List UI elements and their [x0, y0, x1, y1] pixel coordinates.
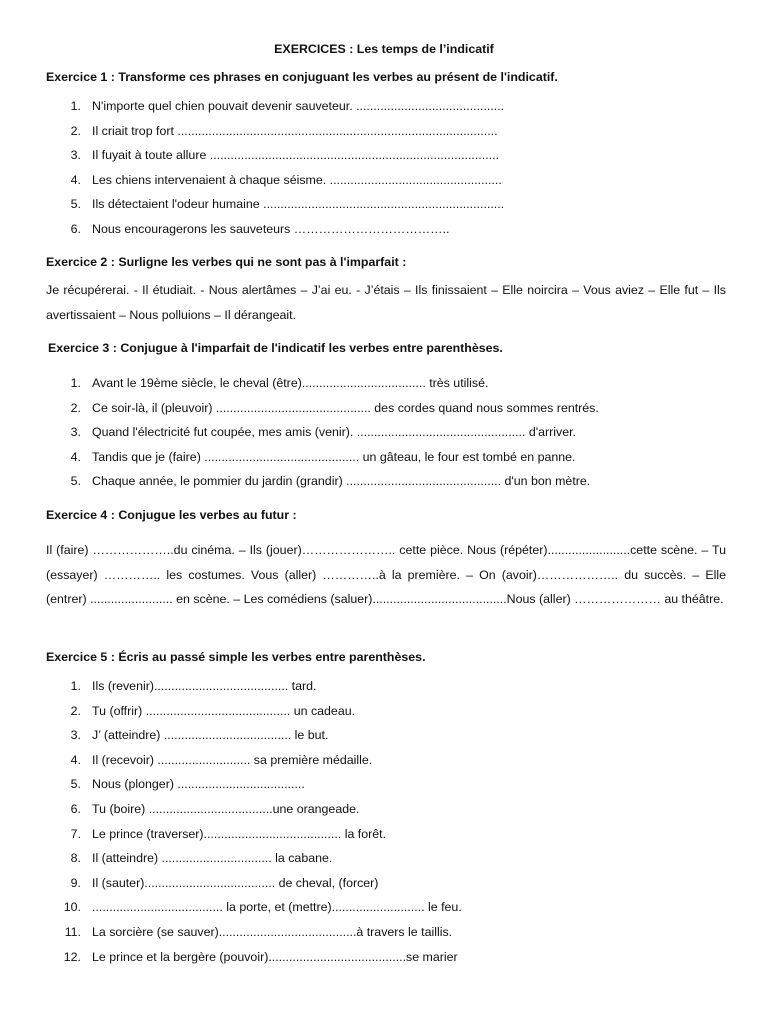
item-text: Tu (boire) ....................................une orangeade. — [92, 801, 360, 816]
list-item — [46, 945, 736, 970]
list-item — [46, 895, 736, 920]
item-text: Le prince et la bergère (pouvoir)........................................se marier — [92, 949, 458, 964]
list-item — [46, 871, 736, 896]
item-text: J’ (atteindre) ..................................... le but. — [92, 728, 329, 743]
exercise-3-heading: Exercice 3 : Conjugue à l'imparfait de l'indicatif les verbes entre parenthèses. — [48, 341, 503, 355]
item-text: Nous (plonger) ..................................... — [92, 777, 305, 792]
item-number: 11. — [64, 924, 81, 939]
list-item — [46, 797, 736, 822]
list-item — [46, 822, 736, 847]
item-text: N'importe quel chien pouvait devenir sauveteur. ........................................... — [92, 99, 505, 113]
item-text: Il (atteindre) ................................ la cabane. — [92, 851, 333, 866]
item-text: Les chiens intervenaient à chaque séisme. .................................................. — [92, 172, 502, 187]
list-item — [46, 119, 736, 144]
list-item — [46, 192, 736, 217]
item-text: Tandis que je (faire) ............................................. un gâteau, le four est tombé en panne. — [92, 449, 576, 464]
item-text: Ils détectaient l'odeur humaine ...................................................................... — [92, 197, 505, 212]
exercise-1-list — [46, 94, 736, 242]
item-text: Tu (offrir) .......................................... un cadeau. — [92, 703, 356, 718]
item-number: 8. — [70, 851, 81, 866]
exercise-5-heading: Exercice 5 : Écris au passé simple les verbes entre parenthèses. — [46, 650, 426, 664]
item-number: 4. — [70, 449, 81, 464]
list-item — [46, 674, 736, 699]
item-number: 9. — [70, 875, 81, 890]
item-number: 6. — [70, 801, 81, 816]
list-item — [46, 723, 736, 748]
list-item — [46, 371, 736, 396]
page-title: EXERCICES : Les temps de l’indicatif — [274, 42, 494, 56]
list-item — [46, 772, 736, 797]
item-text: Quand l'électricité fut coupée, mes amis (venir). ................................................. d'arriver. — [92, 425, 576, 440]
item-text: ...................................... la porte, et (mettre)........................... le feu. — [92, 900, 462, 915]
item-number: 10. — [63, 900, 81, 915]
list-item — [46, 420, 736, 445]
item-number: 1. — [70, 376, 81, 390]
item-number: 2. — [70, 123, 81, 138]
exercise-1-heading: Exercice 1 : Transforme ces phrases en conjuguant les verbes au présent de l'indicatif. — [46, 70, 558, 84]
item-number: 4. — [70, 752, 81, 767]
item-number: 5. — [70, 197, 81, 212]
item-number: 12. — [63, 949, 81, 964]
item-number: 2. — [70, 400, 81, 415]
item-number: 5. — [70, 474, 81, 489]
list-item — [46, 469, 736, 494]
list-item — [46, 168, 736, 193]
item-text: Il (recevoir) ........................... sa première médaille. — [92, 752, 373, 767]
item-text: Nous encouragerons les sauveteurs ……………………………….. — [92, 221, 450, 236]
item-text: Avant le 19ème siècle, le cheval (être).................................... très utilisé. — [92, 376, 489, 390]
item-number: 4. — [70, 172, 81, 187]
exercise-5-list — [46, 674, 736, 969]
list-item — [46, 846, 736, 871]
list-item — [46, 94, 736, 119]
list-item — [46, 699, 736, 724]
exercise-4-text: Il (faire) ………………..du cinéma. – Ils (jouer)………………….. cette pièce. Nous (répéter)........................cette scène. – Tu (essayer) ………….. les costumes. Vous (aller) …………..à la première. – On (avoir)……………….. du succès. – Elle (entrer) ........................ en scène. – Les comédiens (saluer).......................................Nous (aller) ………………… au théâtre. — [46, 543, 726, 607]
item-text: Il (sauter)...................................... de cheval, (forcer) — [92, 875, 379, 890]
exercise-4-heading: Exercice 4 : Conjugue les verbes au futur : — [46, 508, 297, 522]
item-number: 1. — [70, 679, 81, 693]
item-number: 3. — [70, 425, 81, 440]
item-number: 3. — [70, 148, 81, 163]
list-item — [46, 748, 736, 773]
list-item — [46, 920, 736, 945]
item-text: Chaque année, le pommier du jardin (grandir) ............................................. d'un bon mètre. — [92, 474, 591, 489]
exercise-3-list — [46, 371, 736, 494]
exercise-2-heading: Exercice 2 : Surligne les verbes qui ne sont pas à l'imparfait : — [46, 255, 407, 269]
item-number: 1. — [70, 99, 81, 113]
item-text: Ils (revenir)....................................... tard. — [92, 679, 317, 693]
item-text: La sorcière (se sauver)........................................à travers le taillis. — [92, 924, 453, 939]
exercise-2-text: Je récupérerai. - Il étudiait. - Nous alertâmes – J’ai eu. - J’étais – Ils finissaient – Elle noircira – Vous aviez – Elle fut – Ils avertissaient – Nous polluions – Il dérangeait. — [46, 283, 726, 322]
item-number: 7. — [70, 826, 81, 841]
item-number: 6. — [70, 221, 81, 236]
list-item — [46, 143, 736, 168]
item-text: Ce soir-là, il (pleuvoir) ............................................. des cordes quand nous sommes rentrés. — [92, 400, 599, 415]
list-item — [46, 396, 736, 421]
item-text: Il fuyait à toute allure .................................................................................... — [92, 148, 499, 163]
item-text: Le prince (traverser)........................................ la forêt. — [92, 826, 387, 841]
list-item — [46, 217, 736, 242]
item-number: 2. — [70, 703, 81, 718]
item-number: 3. — [70, 728, 81, 743]
item-number: 5. — [70, 777, 81, 792]
item-text: Il criait trop fort ............................................................................................. — [92, 123, 498, 138]
list-item — [46, 445, 736, 470]
